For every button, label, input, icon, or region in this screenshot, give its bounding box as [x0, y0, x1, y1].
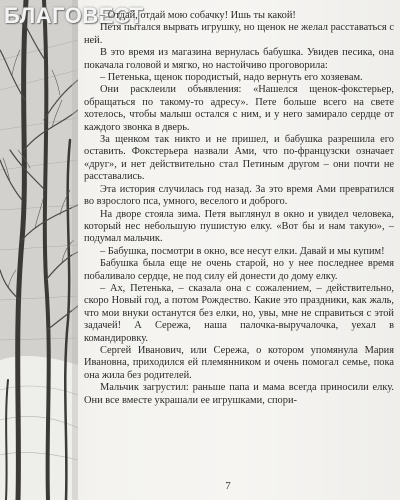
paragraph: Бабушка была еще не очень старой, но у нее последнее время побаливало сердце, не под силу ей донести до дому елку.: [84, 258, 394, 282]
paragraph: На дворе стояла зима. Петя выглянул в окно и увидел человека, который нес небольшую пушистую елку. «Вот бы и нам такую», – подумал мальчик.: [84, 208, 394, 245]
paragraph: Они расклеили объявления: «Нашелся щенок-фокстерьер, обращаться по такому-то адресу». Пете больше всего на свете хотелось, чтобы малыш остался с ним, и у него замирало сердце от каждого звонка в дверь.: [84, 84, 394, 133]
paragraph: – Ах, Петенька, – сказала она с сожалением, – действительно, скоро Новый год, а потом Рождество. Какие это праздники, как жаль, что мои внуки останутся без елки, но, увы, мне не справиться с этой задачей! А Сережа, наша палочка-выручалочка, уехал в командировку.: [84, 282, 394, 344]
paragraph: Сергей Иванович, или Сережа, о котором упомянула Мария Ивановна, приходился ей племянником и очень помогал семье, пока она жила без родителей.: [84, 344, 394, 381]
page-number: 7: [225, 480, 231, 492]
paragraph: За щенком так никто и не пришел, и бабушка разрешила его оставить. Фокстерьера назвали Ами, что по-французски означает «друг», и нет действительно стал Петиным другом – они почти не расставались.: [84, 134, 394, 183]
winter-trees-illustration: [0, 0, 78, 500]
paragraph: – Отдай, отдай мою собачку! Ишь ты какой!: [100, 10, 296, 21]
story-text: [84, 10, 394, 407]
paragraph: – Бабушка, посмотри в окно, все несут елки. Давай и мы купим!: [100, 245, 385, 257]
paragraph: Эта история случилась год назад. За это время Ами превратился во взрослого пса, умного, веселого и доброго.: [84, 183, 394, 208]
paragraph: Петя пытался вырвать игрушку, но щенок не желал расставаться с ней.: [84, 22, 394, 46]
winter-trees-drawing: [0, 0, 78, 500]
watermark-logo: БЛАГОВЕСТ: [4, 3, 144, 28]
paragraph: – Петенька, щенок породистый, надо вернуть его хозяевам.: [100, 72, 363, 84]
paragraph: Мальчик загрустил: раньше папа и мама всегда приносили елку. Они все вместе украшали ее игрушками, спори-: [84, 382, 394, 406]
paragraph: В это время из магазина вернулась бабушка. Увидев песика, она покачала головой и мягко, но настойчиво проговорила:: [84, 47, 394, 71]
